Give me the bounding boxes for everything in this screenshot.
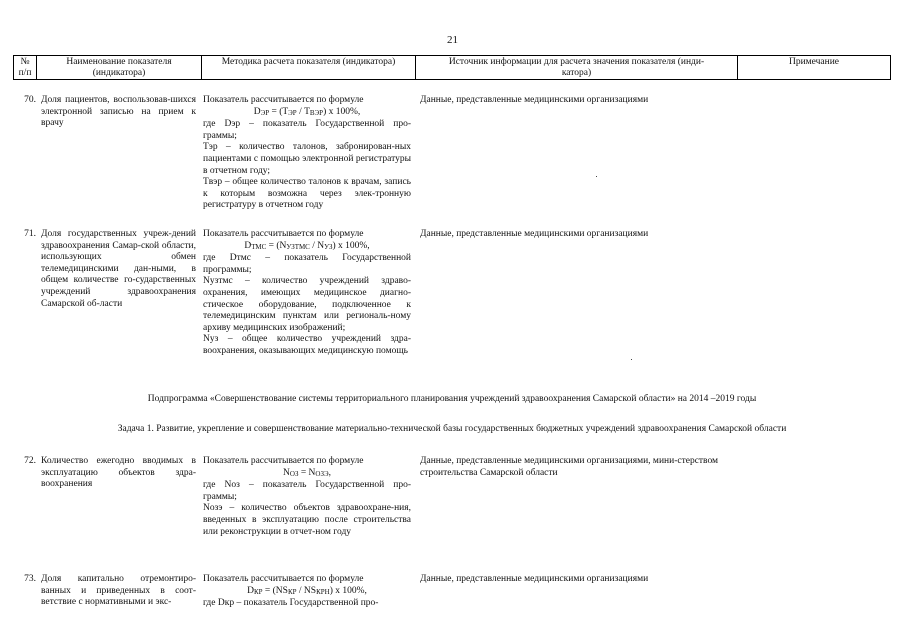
- formula-subscript: УЗТМС: [286, 242, 310, 251]
- formula: [203, 107, 411, 120]
- formula: [203, 586, 411, 599]
- indicator-name: Доля государственных учреж-дений здравоохранения Самар-ской области, использующих обмен телемедицинскими дан-ными, в общем количестве го-сударственных учреждений здравоохранения Самарской об-ласти: [41, 229, 196, 309]
- method-line: где Dтмс – показатель Государственной программы;: [203, 253, 411, 275]
- information-source: Данные, представленные медицинскими организациями: [420, 574, 649, 584]
- subprogram-title: Подпрограмма «Совершенствование системы территориального планирования учреждений здравоохранения Самарской области» на 2014 –2019 годы: [147, 394, 757, 404]
- method-line: где Dэр – показатель Государственной про-граммы;: [203, 119, 411, 141]
- method-line: Nузтмс – количество учреждений здраво-охранения, имеющих медицинское диагно-стическое оборудование, подключенное к телемедицинским пунктам или региональ-ному архиву медицинских изображений;: [203, 276, 411, 333]
- header-text: Наименование показателя: [66, 57, 172, 67]
- formula: [203, 241, 411, 254]
- calculation-method: [203, 574, 411, 610]
- page-number: 21: [447, 34, 458, 46]
- formula-text: ) x 100%,: [323, 106, 361, 117]
- information-source: Данные, представленные медицинскими организациями: [420, 95, 649, 105]
- formula-text: = (NS: [262, 585, 288, 596]
- formula-subscript: ЭР: [260, 108, 270, 117]
- method-line: Tвэр – общее количество талонов к врачам, запись к которым возможна через элек-тронную регистратуру в отчетном году: [203, 177, 411, 211]
- formula-subscript: ОЗ: [289, 469, 299, 478]
- header-col-note: [738, 56, 890, 79]
- formula-text: D: [253, 106, 261, 117]
- formula-text: D: [247, 585, 254, 596]
- formula-subscript: КР: [287, 587, 297, 596]
- row-number: 71.: [24, 229, 36, 239]
- formula-text: ,: [328, 467, 331, 478]
- indicator-name: Доля капитально отремонтиро-ванных и приведенных в соот-ветствие с нормативными и экс-: [41, 574, 196, 608]
- method-line: Tэр – количество талонов, забронирован-ных пациентами с помощью электронной регистратуры в отчетном году;: [203, 142, 411, 176]
- formula-subscript: КР: [253, 587, 263, 596]
- formula-text: ) x 100%,: [329, 585, 367, 596]
- method-line: где Nоз – показатель Государственной про-граммы;: [203, 480, 411, 502]
- method-intro: Показатель рассчитывается по формуле: [203, 456, 364, 466]
- scan-speck: [631, 359, 632, 360]
- header-text: катора): [561, 67, 592, 78]
- header-col-source: [416, 56, 738, 79]
- method-line: Nуз – общее количество учреждений здра-воохранения, оказывающих медицинскую помощь: [203, 334, 411, 356]
- header-text: (индикатора): [92, 67, 146, 78]
- formula-subscript: УЗ: [324, 242, 333, 251]
- calculation-method: [203, 456, 411, 538]
- formula-text: = (T: [269, 106, 289, 117]
- header-text: Примечание: [788, 57, 840, 67]
- header-col-number: [14, 56, 37, 79]
- header-col-name: [37, 56, 202, 79]
- header-text: №: [20, 57, 30, 67]
- formula-text: / T: [296, 106, 310, 117]
- formula-subscript: ЭР: [288, 108, 297, 117]
- method-line: Nозэ – количество объектов здравоохране-ния, введенных в эксплуатацию после строительства или реконструкции в отчет-ном году: [203, 503, 411, 537]
- method-intro: Показатель рассчитывается по формуле: [203, 95, 364, 105]
- header-col-method: [202, 56, 416, 79]
- method-line: где Dкр – показатель Государственной про-: [203, 598, 379, 609]
- table-header: [13, 55, 891, 80]
- row-number: 70.: [24, 95, 36, 105]
- formula-text: / NS: [296, 585, 317, 596]
- formula-subscript: ВЭР: [309, 108, 324, 117]
- calculation-method: [203, 95, 411, 212]
- indicator-name: Доля пациентов, воспользовав-шихся электронной записью на прием к врачу: [41, 95, 196, 129]
- formula: [203, 468, 411, 481]
- information-source: Данные, представленные медицинскими организациями, мини-стерством строительства Самарской области: [420, 456, 719, 478]
- formula-subscript: КРН: [316, 587, 330, 596]
- calculation-method: [203, 229, 411, 358]
- information-source: Данные, представленные медицинскими организациями: [420, 229, 649, 239]
- formula-text: = (N: [266, 240, 287, 251]
- row-number: 72.: [24, 456, 36, 466]
- formula-text: / N: [309, 240, 325, 251]
- formula-text: D: [244, 240, 252, 251]
- row-number: 73.: [24, 574, 36, 584]
- header-text: Методика расчета показателя (индикатора): [221, 57, 396, 67]
- formula-text: N: [283, 467, 290, 478]
- method-intro: Показатель рассчитывается по формуле: [203, 574, 364, 584]
- header-text: Источник информации для расчета значения показателя (инди-: [448, 57, 705, 67]
- task-title: Задача 1. Развитие, укрепление и совершенствование материально-технической базы государственных бюджетных учреждений здравоохранения Самарской области: [117, 424, 787, 434]
- indicator-name: Количество ежегодно вводимых в эксплуатацию объектов здра-воохранения: [41, 456, 196, 490]
- formula-subscript: ОЗЭ: [315, 469, 329, 478]
- formula-subscript: ТМС: [251, 242, 267, 251]
- formula-text: ) x 100%,: [332, 240, 370, 251]
- header-text: п/п: [18, 67, 32, 78]
- formula-text: = N: [298, 467, 316, 478]
- method-intro: Показатель рассчитывается по формуле: [203, 229, 364, 239]
- scan-speck: [596, 176, 597, 177]
